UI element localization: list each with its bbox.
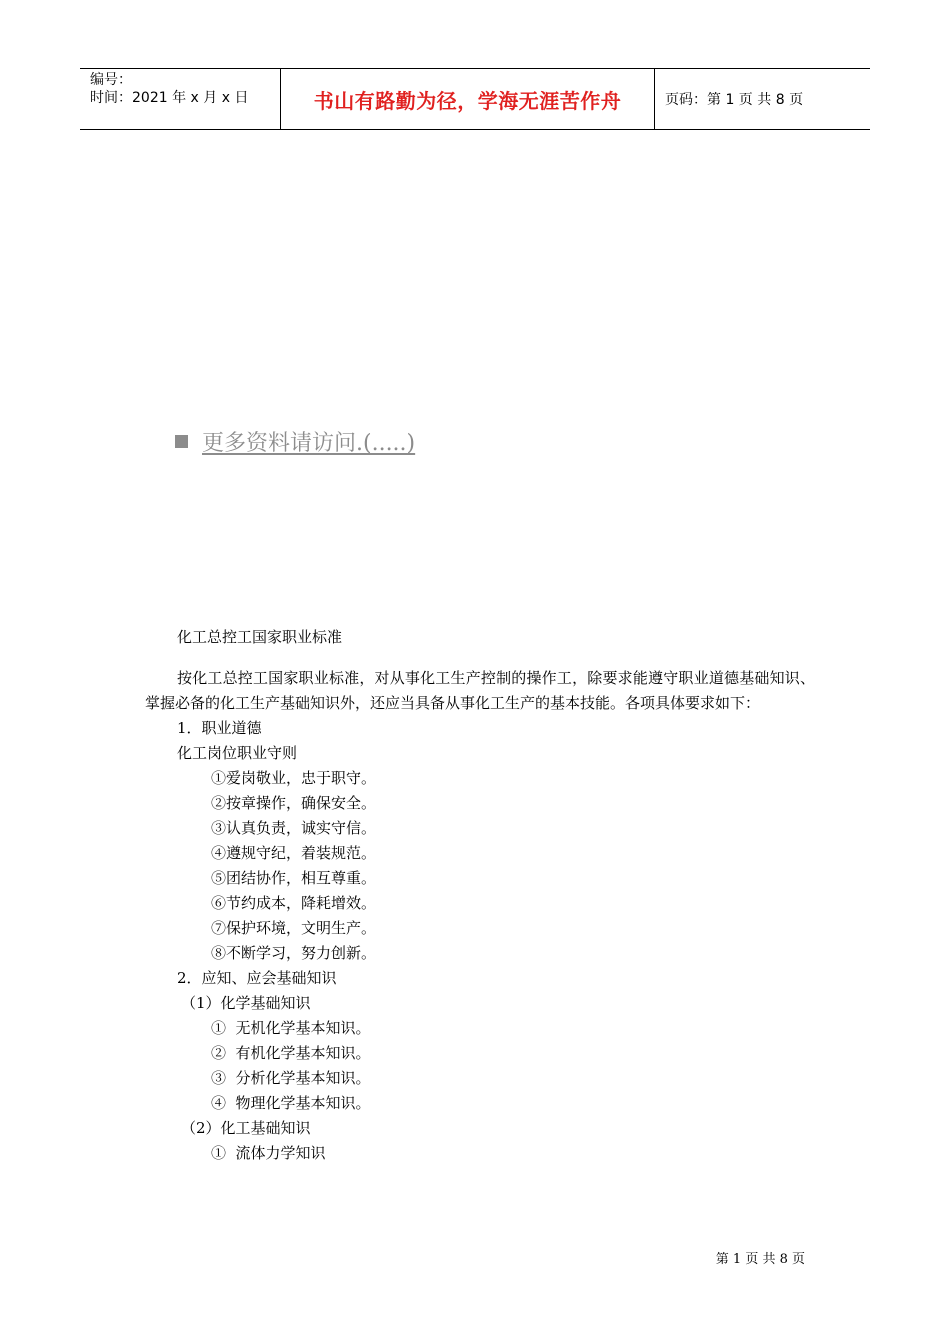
time-label: 时间：2021 年 x 月 x 日 [90, 90, 249, 106]
document-title: 化工总控工国家职业标准 [177, 628, 343, 646]
list-item: ⑦保护环境，文明生产。 [211, 919, 377, 937]
more-resources-link[interactable] [175, 426, 415, 457]
section-subheading: 化工岗位职业守则 [177, 744, 298, 762]
document-body [145, 625, 815, 1166]
list-item: ①爱岗敬业，忠于职守。 [211, 769, 377, 787]
document-header [80, 68, 870, 130]
page-code: 页码：第 1 页 共 8 页 [665, 92, 804, 108]
subsection-heading: （1）化学基础知识 [181, 994, 311, 1012]
header-info-cell [80, 69, 281, 129]
list-item: ② 有机化学基本知识。 [211, 1044, 371, 1062]
list-item: ⑧不断学习，努力创新。 [211, 944, 377, 962]
header-page-cell [655, 69, 870, 129]
list-item: ① 流体力学知识 [211, 1144, 326, 1162]
section-heading: 1．职业道德 [177, 719, 262, 737]
section-heading: 2．应知、应会基础知识 [177, 969, 337, 987]
header-motto-cell [281, 69, 655, 129]
subsection-heading: （2）化工基础知识 [181, 1119, 311, 1137]
intro-paragraph: 按化工总控工国家职业标准，对从事化工生产控制的操作工，除要求能遵守职业道德基础知识、掌握必备的化工生产基础知识外，还应当具备从事化工生产的基本技能。各项具体要求如下： [145, 669, 815, 712]
motto: 书山有路勤为径，学海无涯苦作舟 [313, 88, 622, 113]
list-item: ① 无机化学基本知识。 [211, 1019, 371, 1037]
list-item: ④遵规守纪，着装规范。 [211, 844, 377, 862]
number-label: 编号： [90, 72, 132, 88]
list-item: ④ 物理化学基本知识。 [211, 1094, 371, 1112]
square-bullet-icon [175, 435, 188, 448]
more-resources-link-text[interactable]: 更多资料请访问.(.....) [202, 431, 416, 456]
list-item: ⑥节约成本，降耗增效。 [211, 894, 377, 912]
list-item: ③认真负责，诚实守信。 [211, 819, 377, 837]
list-item: ②按章操作，确保安全。 [211, 794, 377, 812]
list-item: ③ 分析化学基本知识。 [211, 1069, 371, 1087]
page-footer: 第 1 页 共 8 页 [715, 1252, 805, 1267]
list-item: ⑤团结协作，相互尊重。 [211, 869, 377, 887]
